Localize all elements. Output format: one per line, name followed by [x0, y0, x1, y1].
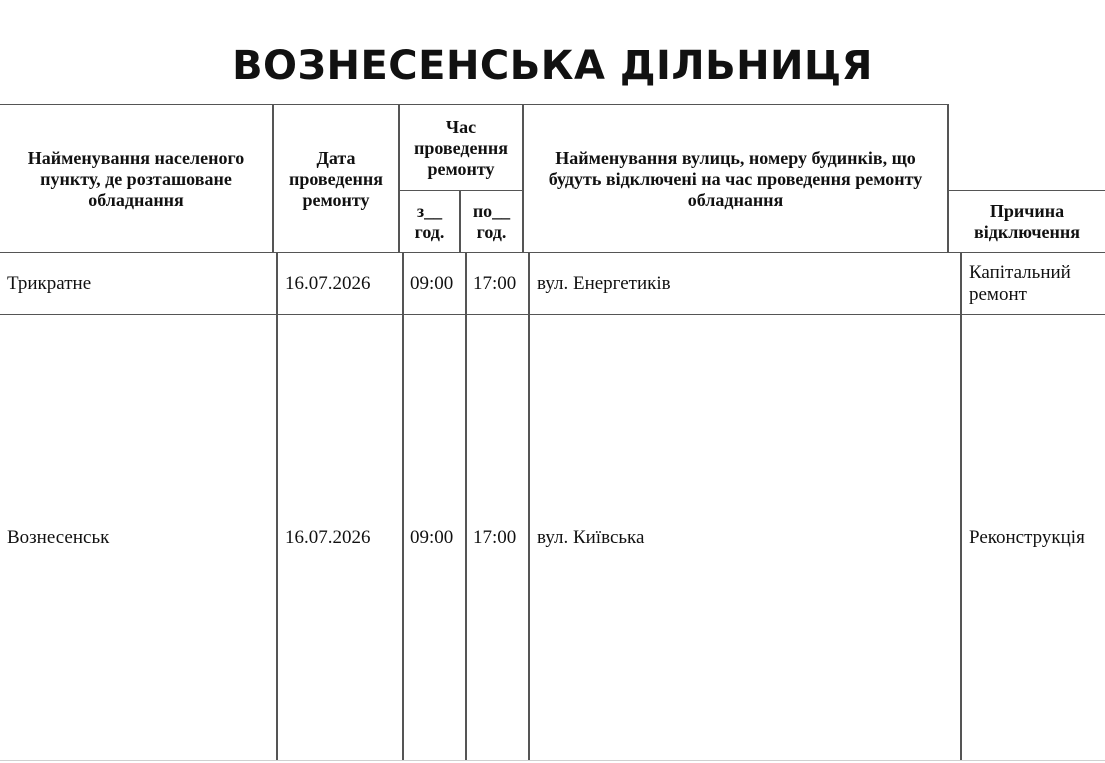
header-time: Час проведення ремонту [414, 116, 508, 179]
table-cell-time-from: 09:00 [410, 526, 454, 548]
header-time-from: з__ год. [414, 201, 445, 242]
table-cell-reason: Реконструкція [969, 526, 1085, 548]
header-settlement: Найменування населеного пункту, де розташоване обладнання [27, 147, 245, 210]
header-time-to: по__ год. [472, 201, 511, 242]
table-cell-date: 16.07.2026 [285, 272, 371, 294]
header-reason: Причина відключення [974, 201, 1080, 242]
table-cell-time-to: 17:00 [473, 272, 517, 294]
table-cell-date: 16.07.2026 [285, 526, 371, 548]
table-cell-time-to: 17:00 [473, 526, 517, 548]
table-cell-settlement: Трикратне [7, 272, 92, 294]
table-cell-streets: вул. Київська [537, 526, 645, 548]
page-title: ВОЗНЕСЕНСЬКА ДІЛЬНИЦЯ [232, 43, 873, 89]
table-cell-time-from: 09:00 [410, 272, 454, 294]
table-cell-settlement: Вознесенськ [7, 526, 110, 548]
table-border [0, 760, 1105, 761]
table-border [948, 190, 1105, 191]
table-border [399, 190, 523, 191]
table-cell-reason: Капітальний ремонт [969, 261, 1071, 305]
header-date: Дата проведення ремонту [289, 147, 383, 210]
header-streets: Найменування вулиць, номеру будинків, що будуть відключені на час проведення ремонту обладнання [548, 147, 923, 210]
table-cell-streets: вул. Енергетиків [537, 272, 671, 294]
table-border [0, 104, 948, 105]
